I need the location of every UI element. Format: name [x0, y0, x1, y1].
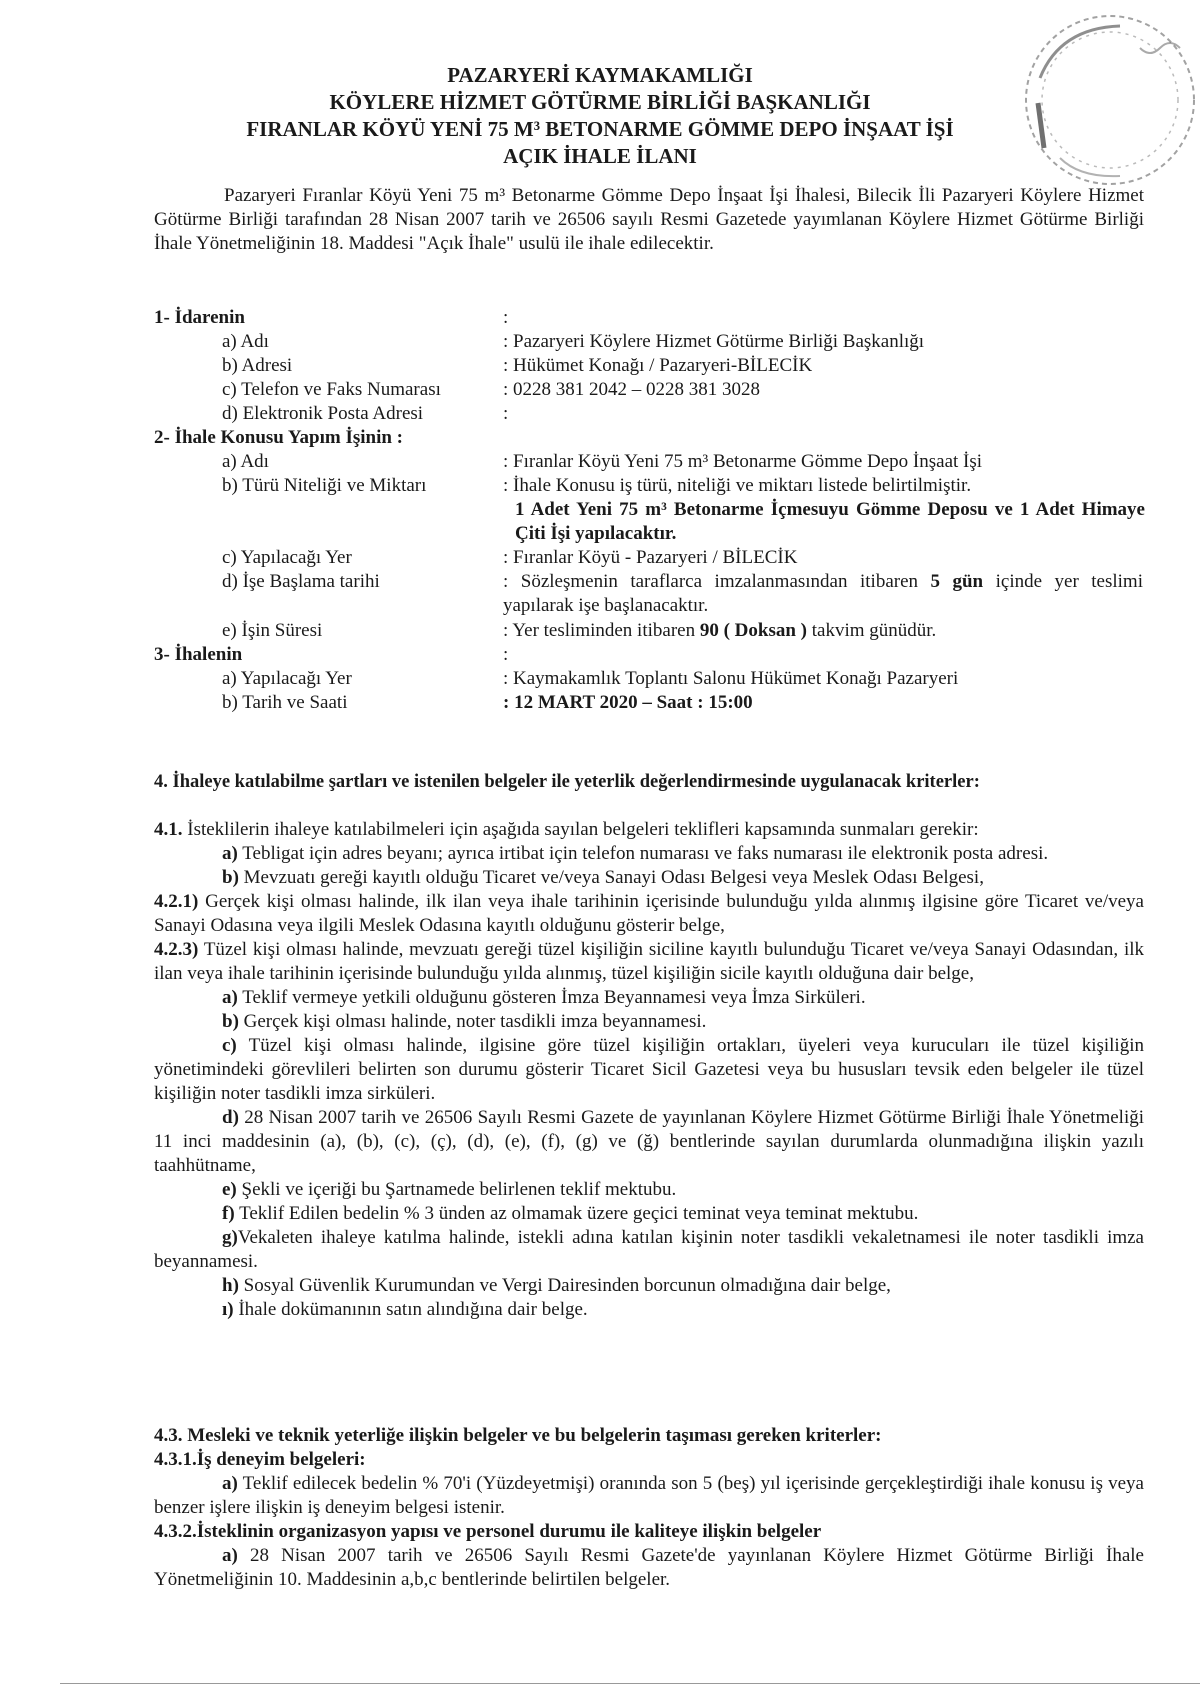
ihale-colon: : — [503, 644, 509, 665]
s4-c2 — [154, 1034, 1144, 1106]
konu-title: 2- İhale Konusu Yapım İşinin : — [154, 427, 404, 448]
ihale-b-value: : 12 MART 2020 – Saat : 15:00 — [503, 692, 753, 713]
konu-d-value-bold: 5 gün — [930, 571, 984, 592]
intro-paragraph: Pazaryeri Fıranlar Köyü Yeni 75 m³ Betonarme Gömme Depo İnşaat İşi İhalesi, Bilecik İli Pazaryeri Köylere Hizmet Götürme Birliği tarafından 28 Nisan 2007 tarih ve 26506 sayılı Resmi Gazetede yayımlanan Köylere Hizmet Götürme Birliği İhale Yönetmeliğinin 18. Maddesi "Açık İhale" usulü ile ihale edilecektir. — [154, 185, 1144, 254]
s43-a2 — [154, 1544, 1144, 1592]
s4-p423 — [154, 938, 1144, 986]
konu-b-extra: 1 Adet Yeni 75 m³ Betonarme İçmesuyu Gömme Deposu ve 1 Adet Himaye Çiti İşi yapılacaktır. — [515, 499, 1145, 544]
idare-b-label: b) Adresi — [222, 355, 293, 376]
info-grid — [154, 306, 1144, 715]
ihale-a-label: a) Yapılacağı Yer — [222, 668, 352, 689]
konu-c-row — [154, 546, 1144, 570]
header-line-4: AÇIK İHALE İLANI — [503, 144, 697, 168]
idare-a-row — [154, 330, 1144, 354]
s43-a-text: Teklif edilecek bedelin % 70'i (Yüzdeyetmişi) oranında son 5 (beş) yıl içerisinde gerçekleştirdiği ihale konusu iş veya benzer işlere ilişkin iş deneyim belgesi istenir. — [154, 1473, 1144, 1518]
s4-p41 — [154, 818, 1144, 842]
s4-p41-text: İsteklilerin ihaleye katılabilmeleri için aşağıda sayılan belgeleri teklifleri kapsamında sunmaları gerekir: — [182, 819, 979, 840]
s4-a2 — [154, 986, 1144, 1010]
s4-i2 — [154, 1298, 1144, 1322]
s4-h2-num: h) — [222, 1275, 239, 1296]
section-4 — [154, 770, 1144, 794]
s4-title: 4. İhaleye katılabilme şartları ve istenilen belgeler ile yeterlik değerlendirmesinde uygulanacak kriterler: — [154, 772, 980, 792]
idare-d-row — [154, 402, 1144, 426]
konu-e-value — [503, 619, 1143, 643]
konu-d-row — [154, 570, 1144, 619]
idare-b-value: : Hükümet Konağı / Pazaryeri-BİLECİK — [503, 355, 813, 376]
s4-c2-text: Tüzel kişi olması halinde, ilgisine göre tüzel kişiliğin ortakları, üyeleri veya kurucuları ile tüzel kişiliğin yönetimindeki görevlileri belirten son durumu gösterir Ticaret Sicil Gazetesi veya bu hususları tevsik eden belgeler ile tüzel kişiliğin noter tasdikli imza sirküleri. — [154, 1035, 1144, 1104]
s4-d2-text: 28 Nisan 2007 tarih ve 26506 Sayılı Resmi Gazete de yayınlanan Köylere Hizmet Götürme Birliği İhale Yönetmeliği 11 inci maddesinin (a), (b), (c), (ç), (d), (e), (f), (g) ve (ğ) bentlerinde sayılan durumlarda olunmadığına ilişkin yazılı taahhütname, — [154, 1107, 1144, 1176]
s4-e2-num: e) — [222, 1179, 237, 1200]
konu-d-label: d) İşe Başlama tarihi — [222, 571, 380, 592]
s4-b-text: Mevzuatı gereği kayıtlı olduğu Ticaret ve/veya Sanayi Odası Belgesi veya Meslek Odası Belgesi, — [238, 867, 984, 888]
idare-d-value: : — [503, 403, 509, 424]
s43-sub2: 4.3.2.İsteklinin organizasyon yapısı ve personel durumu ile kaliteye ilişkin belgeler — [154, 1521, 822, 1542]
idare-title-row — [154, 306, 1144, 330]
s4-b — [154, 866, 1144, 890]
s4-a2-num: a) — [222, 987, 238, 1008]
s4-a-num: a) — [222, 843, 238, 864]
s43-a-num: a) — [222, 1473, 238, 1494]
s4-p423-text: Tüzel kişi olması halinde, mevzuatı gereği tüzel kişiliğin siciline kayıtlı bulunduğu Ticaret ve/veya Sanayi Odasından, ilk ilan veya ihale tarihinin içerisinde bulunduğu yılda alınmış, tüzel kişiliğin sicile kayıtlı olduğuna dair belge, — [154, 939, 1144, 984]
s4-a — [154, 842, 1144, 866]
s43-sub1: 4.3.1.İş deneyim belgeleri: — [154, 1449, 366, 1470]
s43-a2-num: a) — [222, 1545, 238, 1566]
s4-d2-num: d) — [222, 1107, 239, 1128]
konu-d-value — [503, 570, 1143, 618]
idare-a-value: : Pazaryeri Köylere Hizmet Götürme Birliği Başkanlığı — [503, 331, 925, 352]
ihale-a-value: : Kaymakamlık Toplantı Salonu Hükümet Konağı Pazaryeri — [503, 668, 959, 689]
konu-a-label: a) Adı — [222, 451, 269, 472]
s4-f2-text: Teklif Edilen bedelin % 3 ünden az olmamak üzere geçici teminat veya teminat mektubu. — [234, 1203, 919, 1224]
idare-title: 1- İdarenin — [154, 307, 245, 328]
s4-d2 — [154, 1106, 1144, 1178]
konu-e-row — [154, 619, 1144, 643]
s43-a — [154, 1472, 1144, 1520]
s43-a2-text: 28 Nisan 2007 tarih ve 26506 Sayılı Resmi Gazete'de yayınlanan Köylere Hizmet Götürme Birliği İhale Yönetmeliğinin 10. Maddesinin a,b,c bentlerinde belirtilen belgeler. — [154, 1545, 1144, 1590]
s4-e2-text: Şekli ve içeriği bu Şartnamede belirlenen teklif mektubu. — [236, 1179, 677, 1200]
document-header — [200, 62, 1000, 170]
konu-a-row — [154, 450, 1144, 474]
konu-c-label: c) Yapılacağı Yer — [222, 547, 352, 568]
konu-e-value-bold: 90 ( Doksan ) — [699, 620, 807, 641]
idare-c-label: c) Telefon ve Faks Numarası — [222, 379, 441, 400]
header-line-3: FIRANLAR KÖYÜ YENİ 75 M³ BETONARME GÖMME DEPO İNŞAAT İŞİ — [246, 117, 954, 141]
s43-title: 4.3. Mesleki ve teknik yeterliğe ilişkin belgeler ve bu belgelerin taşıması gereken kriterler: — [154, 1425, 882, 1446]
idare-colon: : — [503, 307, 509, 328]
s4-f2 — [154, 1202, 1144, 1226]
s4-a2-text: Teklif vermeye yetkili olduğunu gösteren İmza Beyannamesi veya İmza Sirküleri. — [237, 987, 866, 1008]
s4-b2-text: Gerçek kişi olması halinde, noter tasdikli imza beyannamesi. — [238, 1011, 707, 1032]
s4-h2 — [154, 1274, 1144, 1298]
ihale-b-row — [154, 691, 1144, 715]
s4-e2 — [154, 1178, 1144, 1202]
konu-d-value-post: içinde yer teslimi yapılarak işe başlanacaktır. — [503, 571, 1143, 616]
idare-a-label: a) Adı — [222, 331, 269, 352]
konu-e-label: e) İşin Süresi — [222, 620, 323, 641]
s4-b2 — [154, 1010, 1144, 1034]
s4-h2-text: Sosyal Güvenlik Kurumundan ve Vergi Dairesinden borcunun olmadığına dair belge, — [238, 1275, 891, 1296]
section-4-3 — [154, 1424, 1144, 1592]
konu-e-value-pre: : Yer tesliminden itibaren — [503, 620, 700, 641]
s4-p423-num: 4.2.3) — [154, 939, 199, 960]
konu-c-value: : Fıranlar Köyü - Pazaryeri / BİLECİK — [503, 547, 798, 568]
konu-b-row — [154, 474, 1144, 498]
s4-g2 — [154, 1226, 1144, 1274]
s4-f2-num: f) — [222, 1203, 235, 1224]
idare-d-label: d) Elektronik Posta Adresi — [222, 403, 424, 424]
s4-p421-text: Gerçek kişi olması halinde, ilk ilan veya ihale tarihinin içerisinde bulunduğu yılda alınmış ilgisine göre Ticaret ve/veya Sanayi Odasına veya ilgili Meslek Odasına kayıtlı olduğunu gösterir belge, — [154, 891, 1144, 936]
header-line-1: PAZARYERİ KAYMAKAMLIĞI — [447, 63, 753, 87]
idare-c-value: : 0228 381 2042 – 0228 381 3028 — [503, 379, 761, 400]
konu-a-value: : Fıranlar Köyü Yeni 75 m³ Betonarme Gömme Depo İnşaat İşi — [503, 451, 983, 472]
s4-c2-num: c) — [222, 1035, 237, 1056]
s4-b2-num: b) — [222, 1011, 239, 1032]
s4-g2-num: g) — [222, 1227, 238, 1248]
ihale-title: 3- İhalenin — [154, 644, 243, 665]
s4-p421-num: 4.2.1) — [154, 891, 199, 912]
konu-b-label: b) Türü Niteliği ve Miktarı — [222, 475, 427, 496]
s4-i2-text: İhale dokümanının satın alındığına dair belge. — [233, 1299, 588, 1320]
konu-d-value-pre: : Sözleşmenin taraflarca imzalanmasından itibaren — [503, 571, 931, 592]
s4-p41-num: 4.1. — [154, 819, 183, 840]
konu-title-row — [154, 426, 1144, 450]
page-bottom-rule — [60, 1683, 1200, 1684]
header-line-2: KÖYLERE HİZMET GÖTÜRME BİRLİĞİ BAŞKANLIĞI — [329, 90, 871, 114]
idare-c-row — [154, 378, 1144, 402]
ihale-a-row — [154, 667, 1144, 691]
konu-e-value-post: takvim günüdür. — [807, 620, 937, 641]
section-4-body — [154, 818, 1144, 1322]
ihale-b-label: b) Tarih ve Saati — [222, 692, 348, 713]
s4-g2-text: Vekaleten ihaleye katılma halinde, istekli adına katılan kişinin noter tasdikli vekaletnamesi ile noter tasdikli imza beyannamesi. — [154, 1227, 1144, 1272]
ihale-title-row — [154, 643, 1144, 667]
idare-b-row — [154, 354, 1144, 378]
s4-a-text: Tebligat için adres beyanı; ayrıca irtibat için telefon numarası ve faks numarası ile elektronik posta adresi. — [237, 843, 1049, 864]
s4-p421 — [154, 890, 1144, 938]
konu-b-value: : İhale Konusu iş türü, niteliği ve miktarı listede belirtilmiştir. — [503, 475, 972, 496]
s4-i2-num: ı) — [222, 1299, 234, 1320]
konu-b-extra-row — [154, 498, 1144, 546]
s4-b-num: b) — [222, 867, 239, 888]
